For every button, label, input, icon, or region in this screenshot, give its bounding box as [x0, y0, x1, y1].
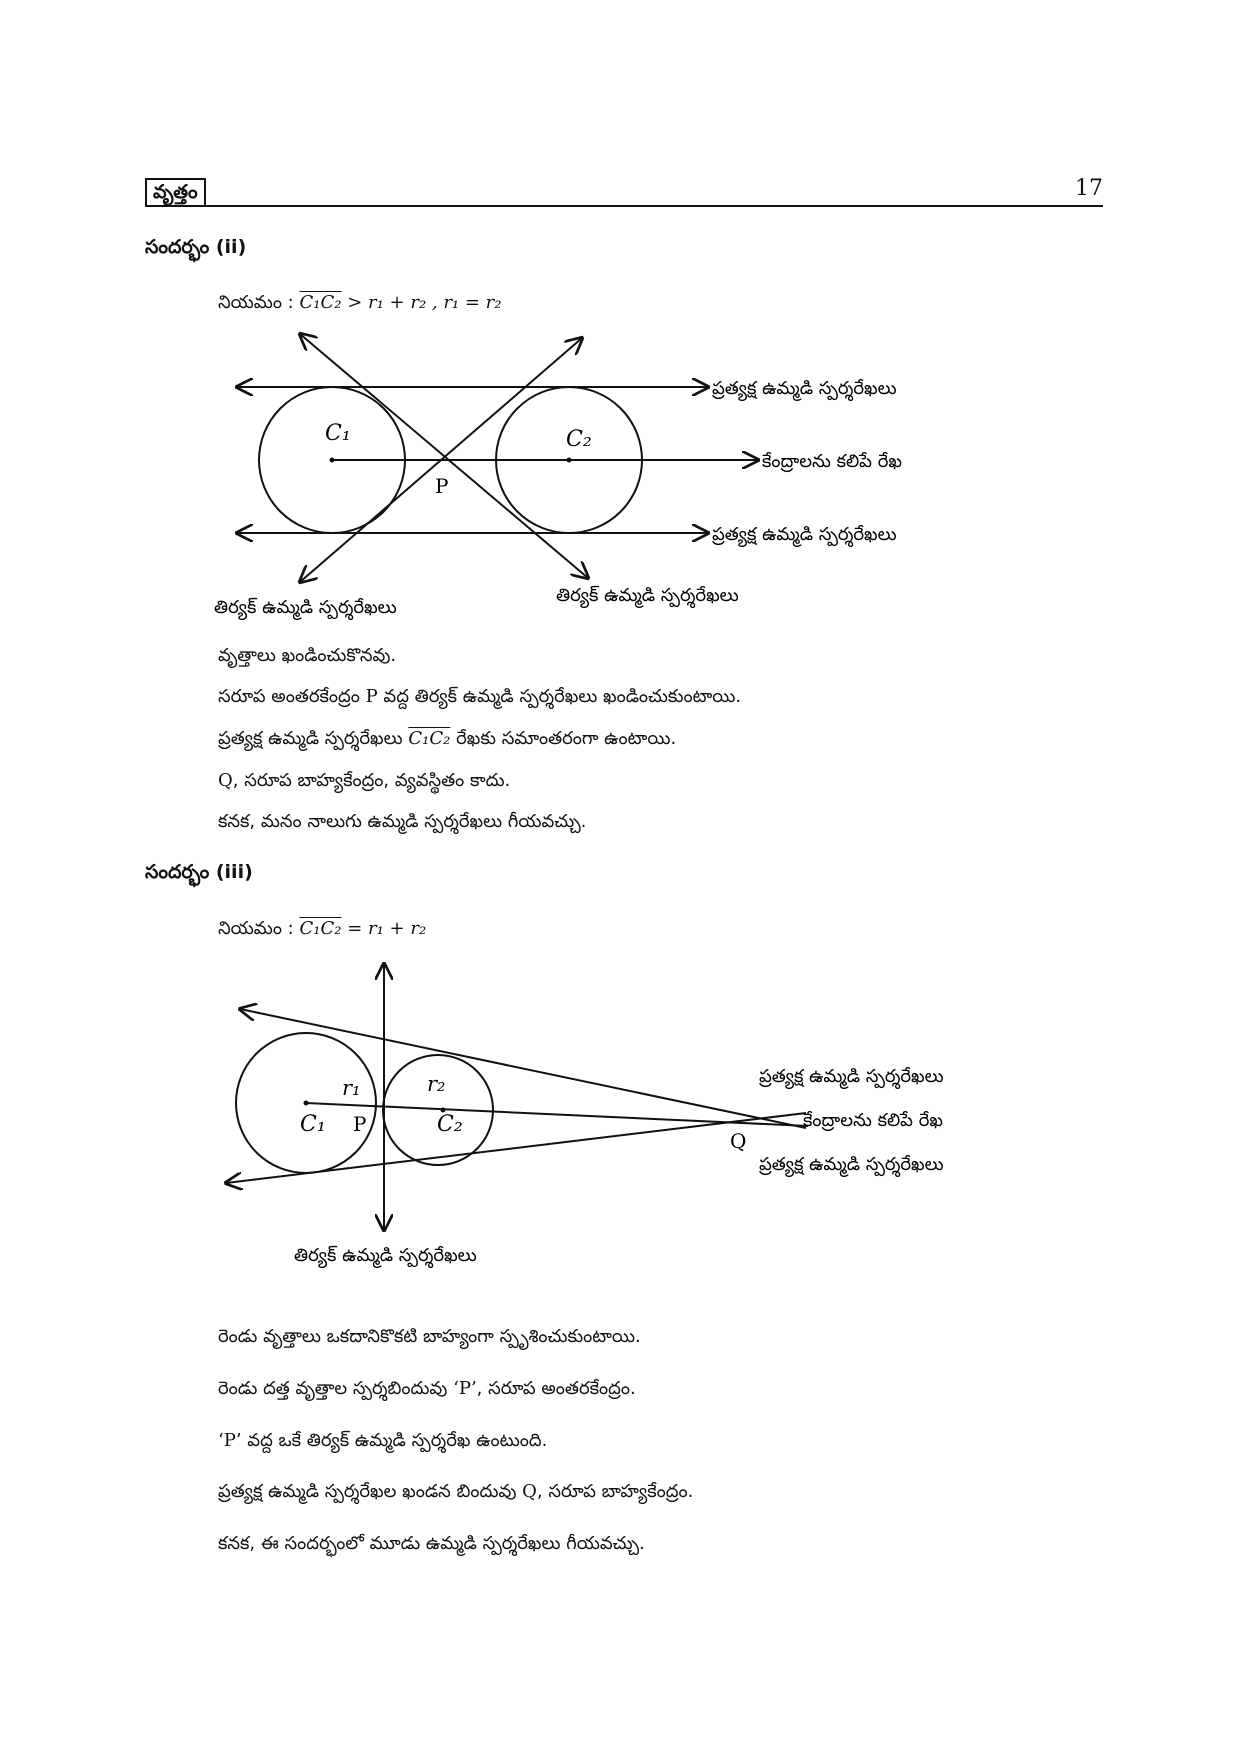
c1-label: C₁: [325, 421, 351, 446]
segment-c1c2: C₁C₂: [408, 728, 451, 749]
text: సరూప అంతరకేంద్రం: [218, 686, 366, 707]
point-q: Q: [522, 1481, 537, 1502]
case-ii-para-5: కనక, మనం నాలుగు ఉమ్మడి స్పర్శరేఖలు గీయవచ్చు.: [218, 811, 587, 832]
direct-bottom-label: ప్రత్యక్ష ఉమ్మడి స్పర్శరేఖలు: [759, 1154, 944, 1175]
c2-label: C₂: [566, 427, 592, 452]
text: వద్ద తిర్యక్ ఉమ్మడి స్పర్శరేఖలు ఖండించుకుంటాయి.: [377, 686, 742, 707]
text: , సరూప బాహ్యకేంద్రం.: [536, 1481, 694, 1502]
case-iii-para-3: [218, 1430, 547, 1455]
text: ప్రత్యక్ష ఉమ్మడి స్పర్శరేఖలు: [218, 728, 409, 749]
p-label: P: [353, 1112, 367, 1136]
condition-math: = r₁ + r₂: [341, 918, 427, 939]
case-iii-para-4: [218, 1481, 693, 1506]
segment-c1c2: C₁C₂: [299, 292, 342, 313]
transverse-right-label: తిర్యక్ ఉమ్మడి స్పర్శరేఖలు: [556, 585, 739, 606]
transverse-left-label: తిర్యక్ ఉమ్మడి స్పర్శరేఖలు: [214, 597, 397, 618]
text: , సరూప అంతరకేంద్రం.: [476, 1378, 636, 1399]
center-line-label: కేంద్రాలను కలిపే రేఖ: [803, 1110, 943, 1131]
point-p: P: [365, 686, 378, 707]
point-q: Q: [218, 770, 233, 791]
point-p: ‘P’: [218, 1430, 242, 1451]
condition-math: > r₁ + r₂ , r₁ = r₂: [341, 292, 502, 313]
case-ii-para-1: వృత్తాలు ఖండించుకొనవు.: [218, 645, 397, 666]
segment-c1c2: C₁C₂: [299, 918, 342, 939]
text: వద్ద ఒకే తిర్యక్ ఉమ్మడి స్పర్శరేఖ ఉంటుంది.: [241, 1430, 548, 1451]
chapter-title: వృత్తం: [145, 178, 206, 207]
center-c1-dot: [304, 1101, 309, 1106]
text: రెండు దత్త వృత్తాల స్పర్శబిందువు: [218, 1378, 454, 1399]
r1-label: r₁: [342, 1076, 361, 1100]
text: రేఖకు సమాంతరంగా ఉంటాయి.: [450, 728, 677, 749]
case-iii-para-5: కనక, ఈ సందర్భంలో మూడు ఉమ్మడి స్పర్శరేఖలు గీయవచ్చు.: [218, 1533, 645, 1554]
direct-tangent-top: [240, 1009, 806, 1128]
condition-label: నియమం :: [218, 918, 294, 939]
case-iii-para-1: రెండు వృత్తాలు ఒకదానికొకటి బాహ్యంగా స్పృశించుకుంటాయి.: [218, 1326, 641, 1347]
direct-top-label: ప్రత్యక్ష ఉమ్మడి స్పర్శరేఖలు: [712, 378, 897, 399]
direct-bottom-label: ప్రత్యక్ష ఉమ్మడి స్పర్శరేఖలు: [712, 524, 897, 545]
r2-label: r₂: [427, 1072, 446, 1096]
p-label: P: [435, 474, 449, 498]
case-iii-para-2: [218, 1378, 636, 1403]
c2-label: C₂: [437, 1112, 463, 1137]
case-iii-heading: సందర్భం (iii): [145, 861, 253, 883]
q-label: Q: [730, 1129, 747, 1153]
text: ప్రత్యక్ష ఉమ్మడి స్పర్శరేఖల ఖండన బిందువు: [218, 1481, 523, 1502]
case-ii-heading: సందర్భం (ii): [145, 236, 247, 258]
point-p: ‘P’: [453, 1378, 477, 1399]
center-line: [306, 1103, 808, 1126]
transverse-label: తిర్యక్ ఉమ్మడి స్పర్శరేఖలు: [294, 1245, 477, 1266]
c1-label: C₁: [300, 1112, 326, 1137]
center-line-label: కేంద్రాలను కలిపే రేఖ: [762, 451, 902, 472]
direct-top-label: ప్రత్యక్ష ఉమ్మడి స్పర్శరేఖలు: [759, 1066, 944, 1087]
text: , సరూప బాహ్యకేంద్రం, వ్యవస్థితం కాదు.: [232, 770, 511, 791]
page-number: 17: [1075, 176, 1103, 201]
condition-label: నియమం :: [218, 292, 294, 313]
